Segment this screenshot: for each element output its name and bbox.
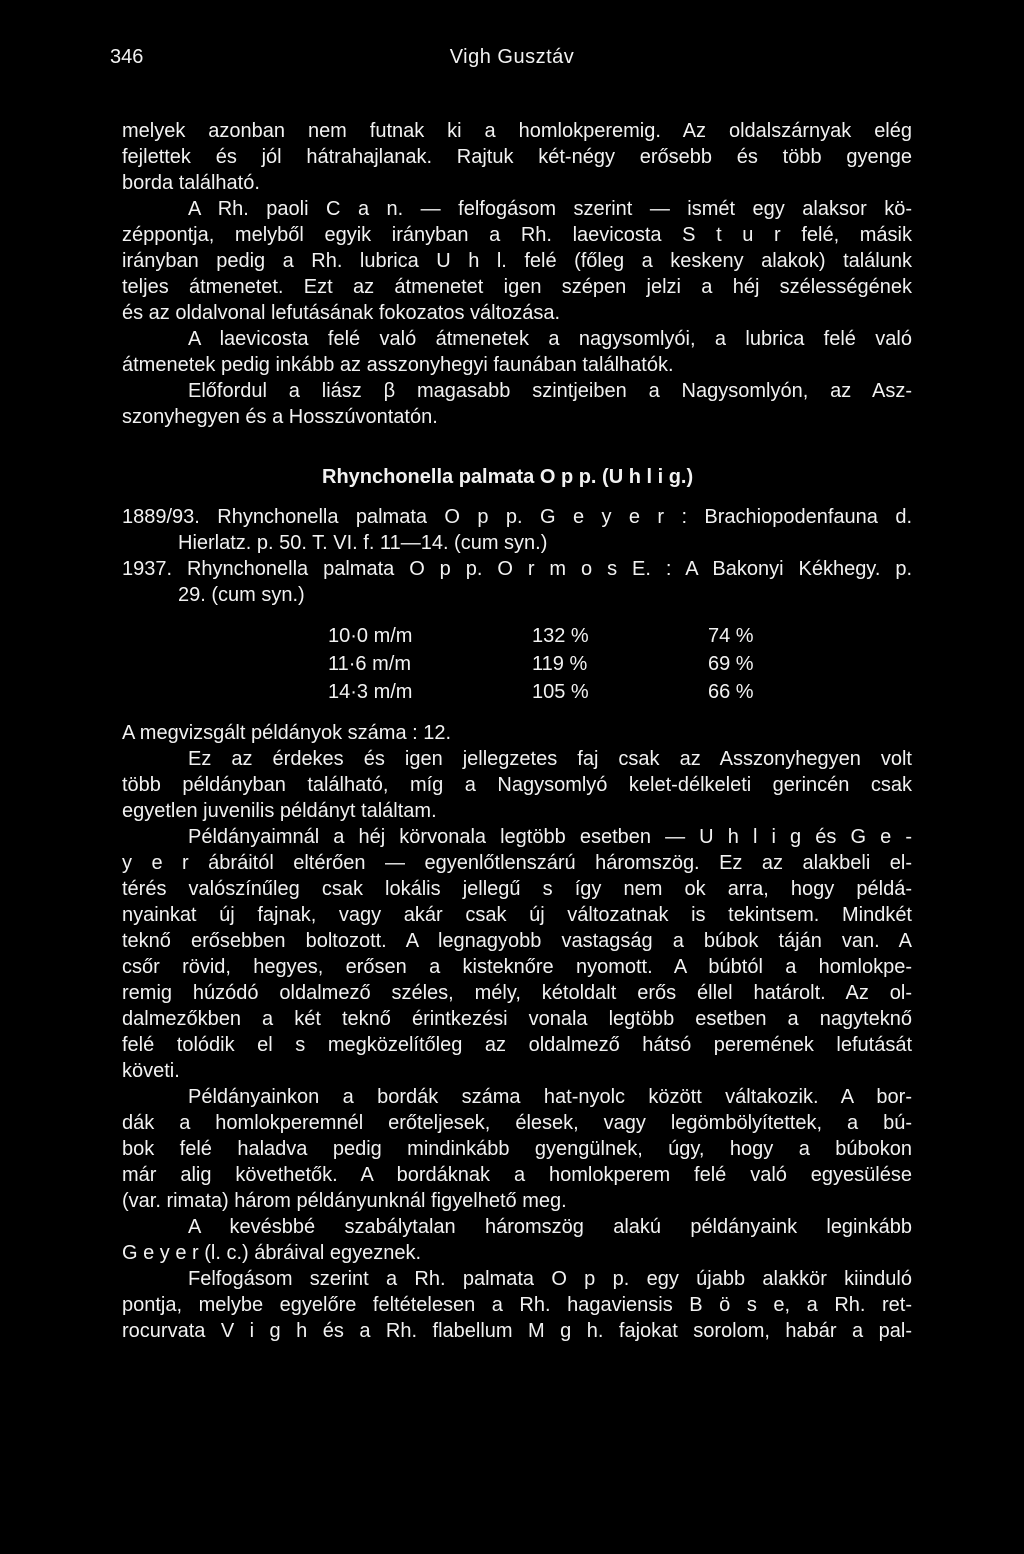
text-line: A Rh. paoli C a n. — felfogásom szerint — ismét egy alaksor kö-	[188, 198, 912, 220]
text-line: (var. rimata) három példányunknál figyelhető meg.	[122, 1190, 567, 1212]
paragraph-8	[122, 1214, 912, 1266]
species-title: Rhynchonella palmata O p p. (U h l i g.)	[322, 466, 694, 488]
text-line: már alig követhetők. A bordáknak a homlokperem felé való egyesülése	[122, 1164, 912, 1186]
spacer	[122, 706, 912, 720]
text-line: Előfordul a liász β magasabb szintjeiben a Nagysomlyón, az Asz-	[188, 380, 912, 402]
text-line: átmenetek pedig inkább az asszonyhegyi faunában találhatók.	[122, 354, 674, 376]
page-header	[110, 46, 914, 74]
reference-line: 1889/93. Rhynchonella palmata O p p. G e y e r : Brachiopodenfauna d.	[122, 506, 912, 528]
text-line: melyek azonban nem futnak ki a homlokperemig. Az oldalszárnyak elég	[122, 120, 912, 142]
text-line: egyetlen juvenilis példányt találtam.	[122, 800, 437, 822]
reference-line: 1937. Rhynchonella palmata O p p. O r m o s E. : A Bakonyi Kékhegy. p.	[122, 558, 912, 580]
reference-1	[122, 504, 912, 556]
measurement-row	[122, 650, 912, 678]
ratio-cell: 66 %	[708, 681, 754, 703]
paragraph-5	[122, 746, 912, 824]
paragraph-1	[122, 118, 912, 196]
text-line: követi.	[122, 1060, 180, 1082]
spacer	[122, 430, 912, 464]
text-line: Példányaimnál a héj körvonala legtöbb esetben — U h l i g és G e -	[188, 826, 912, 848]
paragraph-9	[122, 1266, 912, 1344]
reference-line: Hierlatz. p. 50. T. VI. f. 11—14. (cum syn.)	[178, 532, 548, 554]
text-line: térés valószínűleg csak lokális jellegű s így nem ok arra, hogy példá-	[122, 878, 912, 900]
paragraph-3	[122, 326, 912, 378]
text-line: remig húzódó oldalmező széles, mély, kétoldalt erős éllel határolt. Az ol-	[122, 982, 912, 1004]
text-line: pontja, melybe egyelőre feltételesen a Rh. hagaviensis B ö s e, a Rh. ret-	[122, 1294, 912, 1316]
page-number: 346	[110, 46, 144, 68]
ratio-cell: 132 %	[532, 625, 589, 647]
text-line: y e r ábráitól eltérően — egyenlőtlenszárú háromszög. Ez az alakbeli el-	[122, 852, 912, 874]
text-line: dák a homlokperemnél erőteljesek, élesek, vagy legömbölyítettek, a bú-	[122, 1112, 912, 1134]
text-line: felé tolódik el s megközelítőleg az oldalmező hátsó peremének lefutását	[122, 1034, 912, 1056]
text-line: és az oldalvonal lefutásának fokozatos változása.	[122, 302, 561, 324]
text-line: A kevésbbé szabálytalan háromszög alakú példányaink leginkább	[188, 1216, 912, 1238]
measurement-row	[122, 678, 912, 706]
text-line: A laevicosta felé való átmenetek a nagysomlyói, a lubrica felé való	[188, 328, 912, 350]
paragraph-2	[122, 196, 912, 326]
text-line: Ez az érdekes és igen jellegzetes faj csak az Asszonyhegyen volt	[188, 748, 912, 770]
paragraph-6	[122, 824, 912, 1084]
page-body	[122, 118, 912, 1344]
measurement-row	[122, 622, 912, 650]
text-line: szonyhegyen és a Hosszúvontatón.	[122, 406, 438, 428]
length-cell: 10·0 m/m	[328, 625, 413, 647]
text-line: Példányainkon a bordák száma hat-nyolc között váltakozik. A bor-	[188, 1086, 912, 1108]
text-line: fejlettek és jól hátrahajlanak. Rajtuk két-négy erősebb és több gyenge	[122, 146, 912, 168]
spacer	[122, 608, 912, 622]
text-line: G e y e r (l. c.) ábráival egyeznek.	[122, 1242, 422, 1264]
paragraph-4	[122, 378, 912, 430]
text-line: Felfogásom szerint a Rh. palmata O p p. egy újabb alakkör kiinduló	[188, 1268, 912, 1290]
text-line: több példányban található, míg a Nagysomlyó kelet-délkeleti gerincén csak	[122, 774, 912, 796]
text-line: irányban pedig a Rh. lubrica U h l. felé (főleg a keskeny alakok) találunk	[122, 250, 912, 272]
length-cell: 14·3 m/m	[328, 681, 413, 703]
text-line: bok felé haladva pedig mindinkább gyengülnek, úgy, hogy a búbokon	[122, 1138, 912, 1160]
length-cell: 11·6 m/m	[328, 653, 411, 675]
text-line: zéppontja, melyből egyik irányban a Rh. laevicosta S t u r felé, másik	[122, 224, 912, 246]
paragraph-7	[122, 1084, 912, 1214]
reference-2	[122, 556, 912, 608]
text-line: teknő erősebben boltozott. A legnagyobb vastagság a búbok táján van. A	[122, 930, 912, 952]
ratio-cell: 69 %	[708, 653, 754, 675]
ratio-cell: 105 %	[532, 681, 589, 703]
text-line: dalmezőkben a két teknő érintkezési vonala legtöbb esetben a nagyteknő	[122, 1008, 912, 1030]
ratio-cell: 119 %	[532, 653, 588, 675]
reference-line: 29. (cum syn.)	[178, 584, 305, 606]
text-line: csőr rövid, hegyes, erősen a kisteknőre nyomott. A búbtól a homlokpe-	[122, 956, 912, 978]
spacer	[122, 490, 912, 504]
text-line: rocurvata V i g h és a Rh. flabellum M g h. fajokat sorolom, habár a pal-	[122, 1320, 912, 1342]
text-line: teljes átmenetet. Ezt az átmenetet igen szépen jelzi a héj szélességének	[122, 276, 912, 298]
text-line: nyainkat új fajnak, vagy akár csak új változatnak is tekintsem. Mindkét	[122, 904, 912, 926]
text-line: borda található.	[122, 172, 260, 194]
measurement-table	[122, 622, 912, 706]
specimen-count: A megvizsgált példányok száma : 12.	[122, 722, 452, 744]
ratio-cell: 74 %	[708, 625, 754, 647]
running-title: Vigh Gusztáv	[449, 46, 575, 68]
